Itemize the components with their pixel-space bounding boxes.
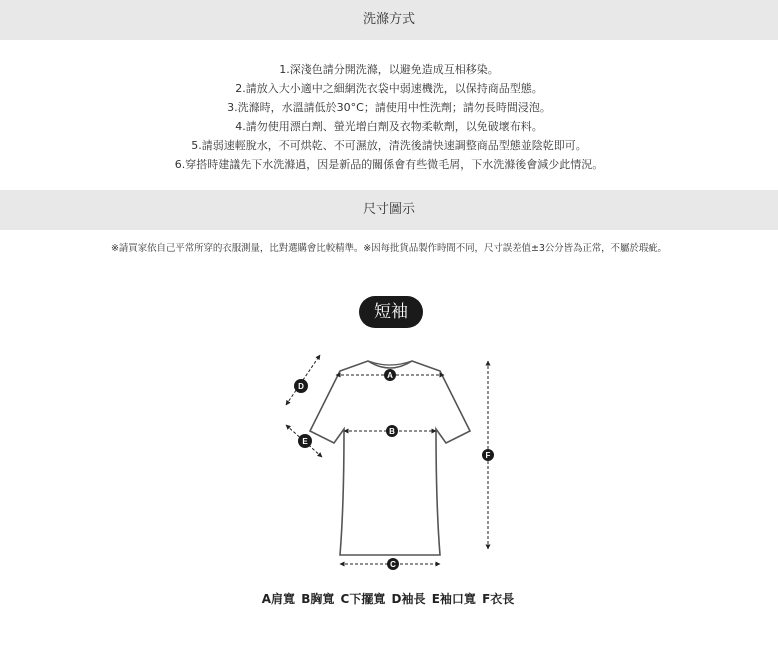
care-section-title: 洗滌方式 [362, 12, 415, 27]
legend-item: B胸寬 [301, 592, 335, 606]
marker-a [384, 369, 396, 381]
care-section-header [0, 0, 778, 40]
care-instruction: 1.深淺色請分開洗滌，以避免造成互相移染。 [279, 63, 499, 76]
care-instruction: 3.洗滌時，水溫請低於30°C；請使用中性洗劑；請勿長時間浸泡。 [227, 101, 551, 114]
svg-text:D: D [298, 382, 304, 391]
care-instruction: 2.請放入大小適中之細網洗衣袋中弱速機洗，以保持商品型態。 [235, 82, 543, 95]
svg-text:E: E [302, 437, 308, 446]
care-instruction: 4.請勿使用漂白劑、螢光增白劑及衣物柔軟劑，以免破壞布料。 [235, 120, 543, 133]
measurement-legend [0, 590, 778, 607]
svg-text:B: B [389, 427, 395, 436]
legend-item: E袖口寬 [431, 592, 476, 606]
svg-text:F: F [485, 451, 491, 460]
marker-c [387, 558, 399, 570]
tshirt-size-diagram [270, 345, 510, 575]
size-section-title: 尺寸圖示 [362, 202, 415, 217]
legend-item: C下擺寬 [340, 592, 386, 606]
marker-d [294, 379, 308, 393]
size-notice: ※請買家依自己平常所穿的衣服測量，比對選購會比較精準。※因每批貨品製作時間不同，尺寸誤差值±3公分皆為正常，不屬於瑕疵。 [111, 243, 667, 254]
legend-item: F衣長 [482, 592, 515, 606]
legend-item: A肩寬 [261, 592, 295, 606]
care-instruction: 5.請弱速輕脫水，不可烘乾、不可濕放，清洗後請快速調整商品型態並陰乾即可。 [191, 139, 587, 152]
tshirt-outline [310, 361, 470, 555]
svg-text:A: A [387, 371, 393, 380]
legend-item: D袖長 [391, 592, 426, 606]
garment-type-badge: 短袖 [359, 296, 423, 328]
care-instruction: 6.穿搭時建議先下水洗滌過，因是新品的關係會有些微毛屑，下水洗滌後會減少此情況。 [174, 158, 604, 171]
marker-b [386, 425, 398, 437]
care-instructions-list [0, 60, 778, 174]
svg-text:C: C [390, 560, 396, 569]
marker-e [298, 434, 312, 448]
marker-f [482, 449, 494, 461]
size-section-header [0, 190, 778, 230]
